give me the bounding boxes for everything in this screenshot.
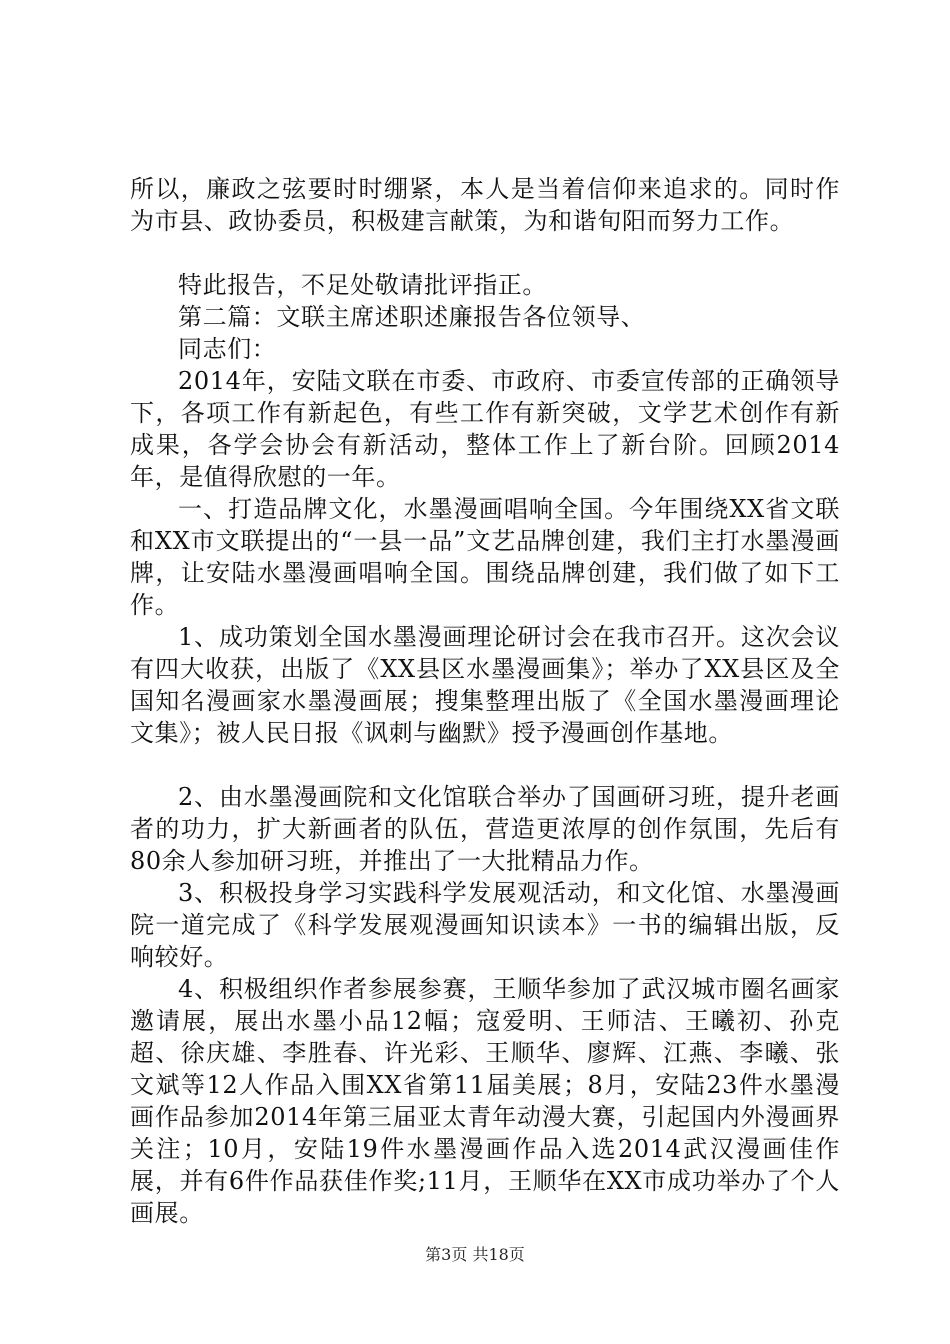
document-body: [130, 173, 840, 1229]
section-heading-second-chapter: 第二篇：文联主席述职述廉报告各位领导、: [178, 303, 646, 331]
paragraph-item-3: 3、积极投身学习实践科学发展观活动，和文化馆、水墨漫画院一道完成了《科学发展观漫画知识读本》一书的编辑出版，反响较好。: [130, 879, 840, 971]
page-number: 第3页 共18页: [425, 1245, 525, 1264]
paragraph-item-4: 4、积极组织作者参展参赛，王顺华参加了武汉城市圈名画家邀请展，展出水墨小品12幅；寇爱明、王师洁、王曦初、孙克超、徐庆雄、李胜春、许光彩、王顺华、廖辉、江燕、李曦、张文斌等12人作品入围XX省第11届美展；8月，安陆23件水墨漫画作品参加2014年第三届亚太青年动漫大赛，引起国内外漫画界关注；10月，安陆19件水墨漫画作品入选2014武汉漫画佳作展，并有6件作品获佳作奖;11月，王顺华在XX市成功举办了个人画展。: [130, 975, 840, 1227]
paragraph-brand-culture: 一、打造品牌文化，水墨漫画唱响全国。今年围绕XX省文联和XX市文联提出的“一县一品”文艺品牌创建，我们主打水墨漫画牌，让安陆水墨漫画唱响全国。围绕品牌创建，我们做了如下工作。: [130, 495, 840, 619]
paragraph-report-closing: 特此报告，不足处敬请批评指正。: [178, 271, 547, 299]
page-footer: [0, 1244, 950, 1266]
paragraph-salutation: 同志们：: [178, 335, 277, 363]
paragraph-closing-integrity: 所以，廉政之弦要时时绷紧，本人是当着信仰来追求的。同时作为市县、政协委员，积极建言献策，为和谐旬阳而努力工作。: [130, 175, 840, 235]
paragraph-year-overview: 2014年，安陆文联在市委、市政府、市委宣传部的正确领导下，各项工作有新起色，有些工作有新突破，文学艺术创作有新成果，各学会协会有新活动，整体工作上了新台阶。回顾2014年，是值得欣慰的一年。: [130, 367, 840, 491]
paragraph-item-1: 1、成功策划全国水墨漫画理论研讨会在我市召开。这次会议有四大收获，出版了《XX县区水墨漫画集》；举办了XX县区及全国知名漫画家水墨漫画展；搜集整理出版了《全国水墨漫画理论文集》；被人民日报《讽刺与幽默》授予漫画创作基地。: [130, 623, 840, 747]
paragraph-item-2: 2、由水墨漫画院和文化馆联合举办了国画研习班，提升老画者的功力，扩大新画者的队伍，营造更浓厚的创作氛围，先后有80余人参加研习班，并推出了一大批精品力作。: [130, 783, 840, 875]
